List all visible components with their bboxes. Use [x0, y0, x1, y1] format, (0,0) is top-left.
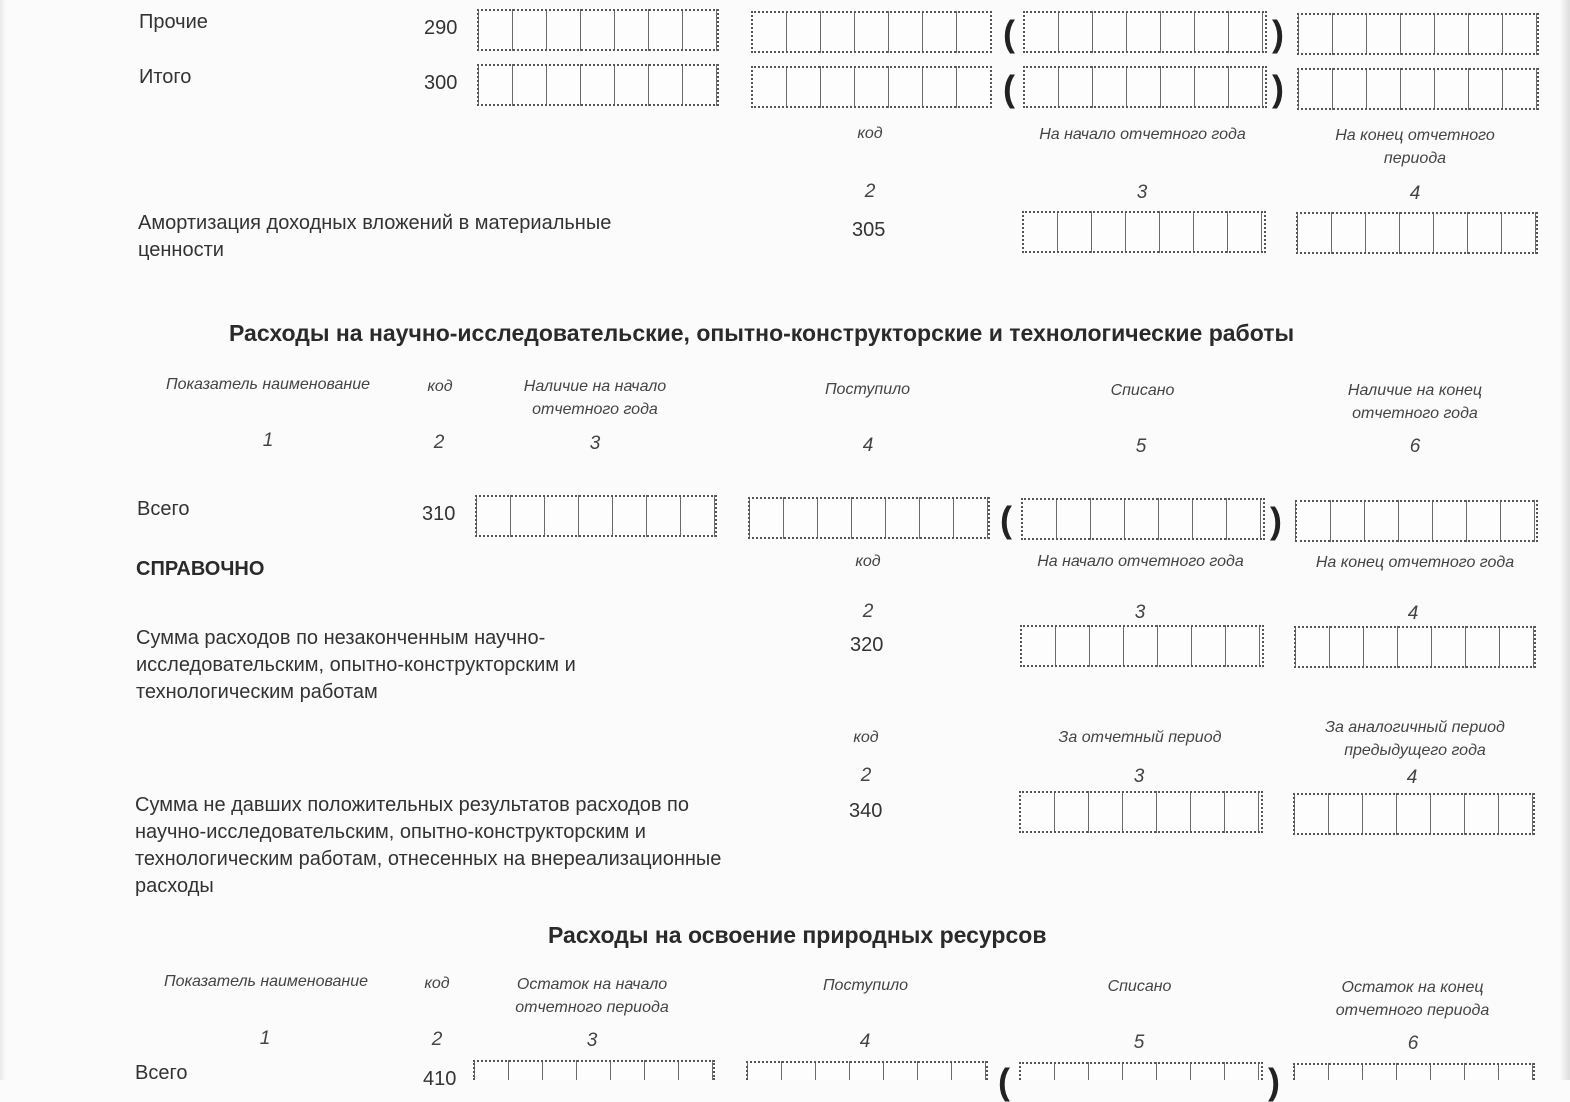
nr-number-5: 5: [1133, 1032, 1145, 1053]
input-340-col4[interactable]: [1293, 793, 1535, 835]
header-end-of-period: На конец отчетного периода: [1335, 127, 1495, 167]
input-340-col3[interactable]: [1019, 791, 1263, 833]
input-310-col5[interactable]: [1021, 498, 1265, 540]
paren-close-310: ): [1270, 500, 1282, 541]
period-header-code: код: [853, 729, 879, 746]
ref-header-code: код: [855, 553, 881, 570]
rd-number-1: 1: [262, 430, 274, 451]
paren-close-300: ): [1272, 68, 1284, 109]
nr-header-indicator: Показатель наименование: [164, 973, 368, 990]
rd-number-6: 6: [1409, 436, 1421, 457]
nr-code-410: 410: [423, 1068, 457, 1090]
ref-number-start: 3: [1134, 602, 1146, 623]
section-title-natural-resources: Расходы на освоение природных ресурсов: [548, 922, 1047, 948]
header-code: код: [857, 125, 883, 142]
nr-number-1: 1: [259, 1028, 271, 1049]
number-code: 2: [864, 181, 876, 202]
row-code-340: 340: [849, 800, 883, 822]
paren-open-290: (: [1003, 13, 1015, 54]
row-label-other: Прочие: [139, 11, 208, 33]
row-label-total: Итого: [139, 66, 192, 88]
section-title-rd: Расходы на научно-исследовательские, опытно-конструкторские и технологические работы: [229, 320, 1295, 346]
nr-number-6: 6: [1407, 1033, 1419, 1054]
number-start: 3: [1136, 182, 1148, 203]
rd-header-end: Наличие на конец отчетного года: [1347, 382, 1483, 422]
rd-header-code: код: [427, 378, 453, 395]
input-290-col4[interactable]: [751, 11, 992, 53]
period-number-code: 2: [860, 765, 872, 786]
ref-header-end: На конец отчетного года: [1315, 554, 1515, 571]
number-end: 4: [1409, 183, 1421, 204]
rd-code-310: 310: [422, 503, 456, 525]
input-410-col4[interactable]: [746, 1061, 988, 1080]
paren-close-290: ): [1272, 13, 1284, 54]
nr-total-label: Всего: [135, 1062, 188, 1084]
period-header-current: За отчетный период: [1058, 729, 1222, 746]
input-300-col5[interactable]: [1023, 66, 1267, 108]
input-310-col4[interactable]: [748, 497, 990, 539]
nr-header-start: Остаток на начало отчетного периода: [515, 976, 669, 1016]
page-edge-left: [0, 0, 6, 1080]
ref-header-start: На начало отчетного года: [1037, 553, 1244, 570]
nr-header-written-off: Списано: [1107, 978, 1172, 995]
rd-number-5: 5: [1135, 436, 1147, 457]
ref-number-code: 2: [862, 601, 874, 622]
rd-number-3: 3: [589, 433, 601, 454]
input-410-col5[interactable]: [1019, 1062, 1263, 1080]
row-code-320: 320: [850, 634, 884, 656]
rd-number-2: 2: [433, 432, 445, 453]
nr-header-code: код: [424, 975, 450, 992]
rd-header-written-off: Списано: [1110, 382, 1175, 399]
row-label-unfinished-rd: Сумма расходов по незаконченным научно-исследовательским, опытно-конструкторским и технологическим работам: [136, 627, 576, 703]
input-305-col4[interactable]: [1296, 212, 1538, 254]
rd-header-start: Наличие на начало отчетного года: [523, 378, 667, 418]
paren-open-300: (: [1003, 68, 1015, 109]
nr-number-4: 4: [859, 1031, 871, 1052]
row-label-amortization: Амортизация доходных вложений в материальные ценности: [138, 212, 612, 261]
input-300-col6[interactable]: [1297, 68, 1539, 110]
input-300-col4[interactable]: [751, 66, 992, 108]
nr-header-received: Поступило: [822, 977, 909, 994]
nr-number-2: 2: [431, 1029, 443, 1050]
rd-header-indicator: Показатель наименование: [166, 376, 370, 393]
paren-open-310: (: [1000, 499, 1012, 540]
input-410-col3[interactable]: [473, 1060, 715, 1080]
input-305-col3[interactable]: [1022, 211, 1266, 253]
input-310-col6[interactable]: [1295, 500, 1538, 542]
row-code-290: 290: [424, 17, 458, 39]
reference-heading: СПРАВОЧНО: [136, 558, 265, 580]
header-start-of-year: На начало отчетного года: [1039, 126, 1246, 143]
input-320-col4[interactable]: [1294, 626, 1536, 668]
period-number-current: 3: [1133, 766, 1145, 787]
rd-number-4: 4: [862, 435, 874, 456]
period-header-previous: За аналогичный период предыдущего года: [1325, 719, 1505, 759]
input-290-col3[interactable]: [477, 9, 719, 51]
page-edge-right: [1560, 0, 1570, 1080]
nr-header-end: Остаток на конец отчетного периода: [1335, 979, 1490, 1019]
input-410-col6[interactable]: [1293, 1063, 1535, 1080]
row-code-305: 305: [852, 219, 886, 241]
paren-open-410: (: [998, 1061, 1010, 1102]
rd-header-received: Поступило: [824, 381, 911, 398]
input-290-col6[interactable]: [1297, 13, 1539, 55]
row-label-negative-rd: Сумма не давших положительных результатов расходов по научно-исследовательским, опытно-конструкторским и технологическим работам, отнесенных на внереализационные расходы: [135, 794, 722, 897]
input-300-col3[interactable]: [477, 64, 719, 106]
row-code-300: 300: [424, 72, 458, 94]
input-320-col3[interactable]: [1020, 625, 1264, 667]
input-310-col3[interactable]: [475, 495, 717, 537]
paren-close-410: ): [1268, 1061, 1280, 1102]
nr-number-3: 3: [586, 1030, 598, 1051]
ref-number-end: 4: [1407, 603, 1419, 624]
input-290-col5[interactable]: [1023, 11, 1267, 53]
rd-total-label: Всего: [137, 498, 190, 520]
period-number-previous: 4: [1406, 767, 1418, 788]
